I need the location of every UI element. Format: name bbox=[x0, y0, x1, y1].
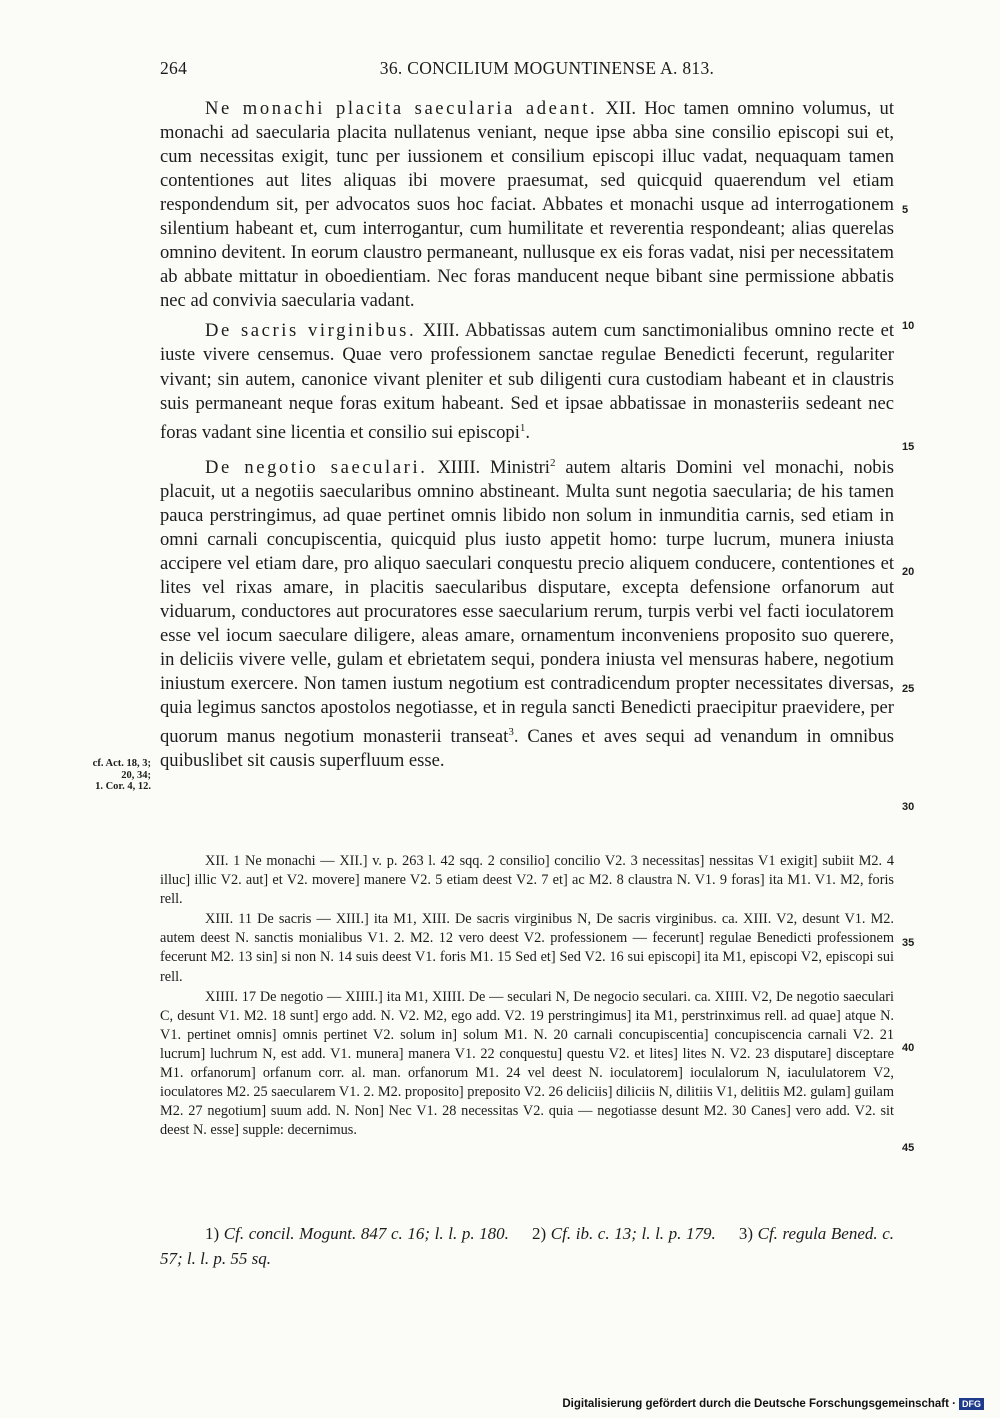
margin-reference-line: 1. Cor. 4, 12. bbox=[95, 781, 151, 792]
apparatus-entry-13: XIII. 11 De sacris — XIII.] ita M1, XIII. De sacris virginibus N, De sacris virginibus. ca. XIII. V2, desunt V1. M2. autem deest N. sanctis monialibus V1. 2. M2. 12 vero deest V2. professionem — fecerunt] regulae Benedicti professionem fecerunt M2. 13 sin] si non N. 14 suis deest V1. foris M1. 15 Sed et] Sed V2. 16 sui episcopi] ita M1, episcopi V2, episcopi sui rell. bbox=[160, 911, 894, 985]
line-number: 10 bbox=[902, 320, 915, 332]
margin-reference-line: cf. Act. 18, 3; bbox=[92, 758, 151, 769]
chapter-text-14c: . Canes et aves sequi ad venandum in omnibus quibuslibet sit causis superfluum esse. bbox=[160, 726, 894, 772]
running-title: 36. CONCILIUM MOGUNTINENSE A. 813. bbox=[379, 58, 715, 78]
footnote-marker-2: 2 bbox=[549, 456, 556, 469]
chapter-text-14a: XIIII. Ministri bbox=[427, 456, 550, 478]
footnote-marker-3: 3 bbox=[508, 726, 514, 739]
main-text bbox=[160, 97, 894, 779]
line-number: 30 bbox=[902, 801, 915, 813]
footnote-label-3: 3) bbox=[738, 1224, 753, 1243]
running-header bbox=[160, 58, 894, 88]
footnotes bbox=[160, 1222, 894, 1271]
footnote-2: Cf. ib. c. 13; l. l. p. 179. bbox=[550, 1224, 716, 1243]
footnote-label-2: 2) bbox=[532, 1224, 547, 1243]
line-number: 40 bbox=[902, 1042, 915, 1054]
footnote-marker-1: 1 bbox=[519, 421, 526, 434]
funding-text: Digitalisierung gefördert durch die Deutsche Forschungsgemeinschaft · bbox=[562, 1398, 956, 1410]
funding-note bbox=[562, 1398, 984, 1410]
line-number: 20 bbox=[902, 566, 915, 578]
chapter-text-13-end: . bbox=[525, 421, 531, 443]
chapter-heading-12: Ne monachi placita saecularia adeant. bbox=[205, 98, 598, 119]
paragraph-chapter-14 bbox=[160, 451, 894, 774]
apparatus-entry-14: XIIII. 17 De negotio — XIIII.] ita M1, XIIII. De — seculari N, De negocio seculari. ca. XIIII. V2, De negotio saeculari C, desunt V1. M2. 18 sunt] ergo add. N. V2. M2, ego add. V2. 19 perstringimus] ita M1, perstrinximus rell. ad quae] atque N. V1. pertinet omnis] omnis pertinet V2. solum in] solum M1. N. 20 carnali concupiscentia] concupiscencia carnali V2. 21 lucrum] luchrum N, est add. V1. munera] manera V1. 22 conquestu] questu V2. et lites] lites N. V2. 23 disputare] disceptare M1. orfanorum] orfanum corr. al. man. orfanorum M1. 24 vel deest N. ioculatorem] ioculalorum N, iacululatorem V2, ioculatores M2. 25 saecularem V1. 2. M2. proposito] preposito V2. 26 deliciis] diliciis N, dilitiis V1, delitiis M2. gulam] guilam M2. 27 negotium] suum add. N. Non] Nec V1. 28 necessitas V2. quia — negotiasse desunt M2. 30 Canes] vero add. V2. sit deest N. esse] supple: decernimus. bbox=[160, 988, 894, 1139]
chapter-text-13: XIII. Abbatissas autem cum sanctimonialibus omnino recte et iuste vivere censemus. Quae vero professionem sanctae regulae Benedicti fecerunt, regulariter vivant; sin autem, canonice vivant pleniter et sub diligenti cura custodiam habeant et in claustris suis permaneant neque foras exitum habeant. Sed et ipsae abbatissae in monasteriis sedeant nec foras vadant sine licentia et consilio sui episcopi bbox=[160, 320, 895, 443]
page-number: 264 bbox=[160, 58, 188, 78]
critical-apparatus bbox=[160, 852, 894, 1141]
margin-reference-line: 20, 34; bbox=[121, 769, 151, 781]
line-number: 35 bbox=[902, 937, 915, 949]
footnote-label-1: 1) bbox=[205, 1224, 220, 1243]
chapter-text-12: XII. Hoc tamen omnino volumus, ut monachi ad saecularia placita nullatenus veniant, neque ipse abba sine consilio episcopi sui et, cum necessitas exigit, tunc per iussionem et consilium episcopi illuc vadat, nequaquam tamen contentiones aut lites aliquas ibi movere praesumat, sed quicquid quaerendum vel etiam respondendum sit, per advocatos suos hoc faciat. Abbates et monachi usque ad interrogationem silentium habeant et, cum interrogantur, cum humilitate et reverentia respondeant; alias querelas omnino devitent. In eorum claustro permaneant, nullusque ex eis foras vadat, nisi per necessitatem ab abbate mittatur in oboedientiam. Nec foras manducent neque bibant sine permissione abbatis nec ad convivia saecularia vadant. bbox=[160, 98, 894, 312]
line-number: 15 bbox=[902, 441, 915, 453]
line-number: 5 bbox=[902, 204, 909, 216]
chapter-text-14b: autem altaris Domini vel monachi, nobis placuit, ut a negotiis saecularibus omnino abstineant. Multa sunt negotia saecularia; de his tamen pauca perstringimus, ad quae pertinet omnis libido non solum in inmunditia carnis, sed etiam in omni carnali concupiscentia, quicquid plus iusto appetit homo: turpe lucrum, munera iniusta accipere vel etiam dare, pro aliquo saeculari conquestu precio aliquem conducere, contentiones et lites vel rixas amare, in placitis saecularibus disputare, excepta defensione orfanorum aut viduarum, conductores aut procuratores esse saecularium rerum, turpis verbi vel facti ioculatorem esse vel iocum saeculare diligere, aleas amare, ornamentum inconveniens proposito suo querere, in deliciis vivere velle, gulam et ebrietatem sequi, pondera iniusta vel mensuras habere, negotium iniustum exercere. Non tamen iustum negotium est contradicendum propter necessitates diversas, quia legimus sanctos apostolos negotiasse, et in regula sancti Benedicti praecipitur praevidere, per quorum manus negotium monasterii transeat bbox=[160, 456, 894, 748]
chapter-heading-14: De negotio saeculari. bbox=[205, 456, 428, 478]
margin-reference bbox=[59, 758, 151, 793]
footnote-1: Cf. concil. Mogunt. 847 c. 16; l. l. p. 180. bbox=[223, 1224, 509, 1243]
chapter-heading-13: De sacris virginibus. bbox=[205, 320, 417, 342]
apparatus-entry-12: XII. 1 Ne monachi — XII.] v. p. 263 l. 42 sqq. 2 consilio] concilio V2. 3 necessitas] nessitas V1 exigit] subiit M2. 4 illuc] illic V2. aut] et V2. movere] manere V2. 5 etiam deest V2. 7 et] ac M2. 8 claustra N. V1. 9 foras] ita M1. V1. M2, foris rell. bbox=[160, 853, 894, 908]
dfg-logo: DFG bbox=[959, 1398, 984, 1410]
line-number: 45 bbox=[902, 1142, 915, 1154]
line-number: 25 bbox=[902, 683, 915, 695]
paragraph-chapter-13 bbox=[160, 319, 894, 444]
paragraph-chapter-12 bbox=[160, 97, 894, 313]
footnote-3: Cf. regula Bened. c. 57; l. l. p. 55 sq. bbox=[160, 1224, 895, 1268]
